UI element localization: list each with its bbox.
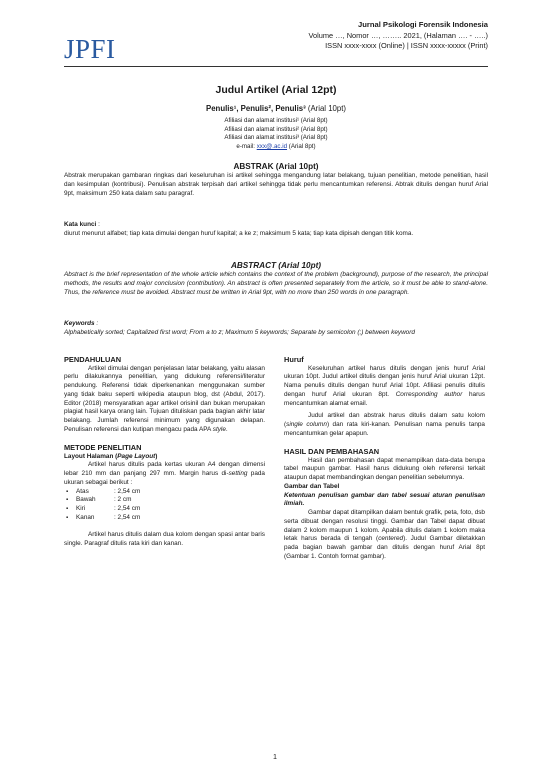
left-column bbox=[64, 355, 265, 549]
huruf-paragraph-2: Judul artikel dan abstrak harus ditulis dalam satu kolom (single column) dan rata kiri-kanan. Penulisan nama penulis tanpa mencantumkan gelar apapun. bbox=[284, 412, 485, 437]
layout-subheading: Layout Halaman (Page Layout) bbox=[64, 452, 158, 460]
volume-line: Volume …, Nomor …, …….. 2021, (Halaman …. - …..) bbox=[308, 30, 488, 40]
affiliation-3: Afiliasi dan alamat institusi³ (Arial 8pt) bbox=[224, 134, 328, 142]
pendahuluan-paragraph: Artikel dimulai dengan penjelasan latar belakang, yaitu alasan perlu dilakukannya penelitian, yang didukung referensi/literatur pendukung. Referensi tidak diperkenankan menggunakan sumber yang tidak baku seperti wikipedia ataupun blog, dst (Abdul, 2017). Editor (2018) mensyaratkan agar artikel orisinil dan bukan merupakan plagiat hasil karya orang lain. Tujuan dituliskan pada bagian akhir latar belakang. Jumlah referensi minimum yang digunakan delapan. Penulisan referensi dan kutipan mengacu pada APA style. bbox=[64, 364, 265, 433]
keywords-block bbox=[64, 320, 488, 338]
margin-item: ▪ Kiri : 2,54 cm bbox=[64, 505, 265, 514]
journal-logo: JPFI bbox=[64, 34, 116, 64]
abstract-body: Abstract is the brief representation of the whole article which contains the context of the problem (background), purpose of the research, the principal methods, the results and major conclusion (contribution). An abstract is often presented separately from the article, so it must be able to stand-alone. Thus, the reference must be avoided. Abstract must be written in Arial 9pt, with no more than 250 words in one paragraph. bbox=[64, 271, 488, 296]
margin-item: ▪ Bawah : 2 cm bbox=[64, 496, 265, 505]
margin-list bbox=[64, 488, 265, 523]
column-paragraph: Artikel harus ditulis dalam dua kolom dengan spasi antar baris single. Paragraf ditulis rata kiri dan kanan. bbox=[64, 531, 265, 547]
journal-header bbox=[64, 20, 488, 64]
journal-info bbox=[309, 20, 488, 52]
kata-kunci-sep: : bbox=[96, 221, 100, 228]
affiliation-2: Afiliasi dan alamat institusi² (Arial 8pt) bbox=[224, 125, 328, 133]
margin-item: ▪ Atas : 2,54 cm bbox=[64, 488, 265, 497]
abstrak-heading: ABSTRAK (Arial 10pt) bbox=[233, 162, 319, 171]
gambar-paragraph: Gambar dapat ditampilkan dalam bentuk grafik, peta, foto, dsb serta dibuat dengan resolusi tinggi. Gambar dan Tabel dapat dibuat dalam 2 kolom maupun 1 kolom. Apabila ditulis dalam 1 kolom maka letak harus berada di tengah (centered). Judul Gambar diletakkan pada bagian bawah gambar dan ditulis dengan huruf Arial 8pt (Gambar 1. Contoh format gambar). bbox=[284, 509, 485, 560]
huruf-heading: Huruf bbox=[284, 355, 304, 364]
email-line bbox=[64, 143, 488, 152]
kata-kunci-body: diurut menurut alfabet; tiap kata dimulai dengan huruf kapital; a ke z; maksimum 5 kata; tiap kata dipisah dengan titik koma. bbox=[64, 229, 414, 237]
metode-heading: METODE PENELITIAN bbox=[64, 443, 142, 452]
hasil-heading: HASIL DAN PEMBAHASAN bbox=[284, 447, 380, 456]
gambar-tabel-subheading: Gambar dan Tabel bbox=[284, 482, 340, 490]
abstract-heading: ABSTRACT (Arial 10pt) bbox=[230, 261, 322, 270]
kata-kunci-label: Kata kunci bbox=[64, 221, 97, 228]
margin-item: ▪ Kanan : 2,54 cm bbox=[64, 514, 265, 523]
keywords-body: Alphabetically sorted; Capitalized first word; From a to z; Maximum 5 keywords; Separate by semicolon (;) between keyword bbox=[64, 328, 415, 336]
journal-name: Jurnal Psikologi Forensik Indonesia bbox=[358, 20, 488, 29]
author-line bbox=[64, 104, 488, 113]
email-link[interactable]: xxx@.ac.id bbox=[256, 142, 288, 150]
author-font-note: (Arial 10pt) bbox=[307, 104, 346, 113]
kata-kunci-block bbox=[64, 221, 488, 239]
keywords-sep: : bbox=[94, 320, 99, 327]
abstrak-body: Abstrak merupakan gambaran ringkas dari keseluruhan isi artikel sehingga mengandung latar belakang, tujuan penelitian, metode penelitian, hasil dan kesimpulan (kontribusi). Penulisan abstrak terpisah dari artikel sehingga tidak perlu mencantumkan referensi. Abtrak ditulis dengan huruf Arial 9pt, maksimum 250 kata dalam satu paragraf. bbox=[64, 172, 488, 197]
email-suffix: (Arial 8pt) bbox=[287, 142, 316, 150]
right-column bbox=[284, 355, 485, 562]
article-title: Judul Artikel (Arial 12pt) bbox=[215, 84, 337, 96]
affiliations bbox=[64, 117, 488, 151]
page-number: 1 bbox=[273, 752, 277, 761]
email-prefix: e-mail: bbox=[236, 142, 257, 150]
issn-line: ISSN xxxx-xxxx (Online) | ISSN xxxx-xxxxx (Print) bbox=[325, 41, 488, 50]
header-divider bbox=[64, 66, 488, 67]
pendahuluan-heading: PENDAHULUAN bbox=[64, 355, 122, 364]
ketentuan-subheading: Ketentuan penulisan gambar dan tabel sesuai aturan penulisan ilmiah. bbox=[284, 491, 485, 508]
affiliation-1: Afiliasi dan alamat institusi¹ (Arial 8pt) bbox=[224, 117, 328, 124]
layout-paragraph: Artikel harus ditulis pada kertas ukuran A4 dengan dimensi lebar 210 mm dan panjang 297 mm. Margin harus di-setting pada ukuran sebagai berikut : bbox=[64, 461, 265, 486]
author-names: Penulis¹, Penulis², Penulis³ bbox=[206, 104, 306, 113]
huruf-paragraph-1: Keseluruhan artikel harus ditulis dengan jenis huruf Arial ukuran 10pt. Judul artikel ditulis dengan jenis huruf Arial ukuran 12pt. Nama penulis ditulis dengan huruf Arial 10pt. Afiliasi penulis ditulis dengan huruf Arial ukuran 8pt. Corresponding author harus mencantumkan alamat email. bbox=[284, 364, 485, 407]
hasil-paragraph: Hasil dan pembahasan dapat menampilkan data-data berupa tabel maupun gambar. Hasil harus didukung oleh referensi terkait ataupun dapat membandingkan dengan penelitian sebelumnya. bbox=[284, 456, 485, 481]
keywords-label: Keywords bbox=[64, 320, 95, 327]
